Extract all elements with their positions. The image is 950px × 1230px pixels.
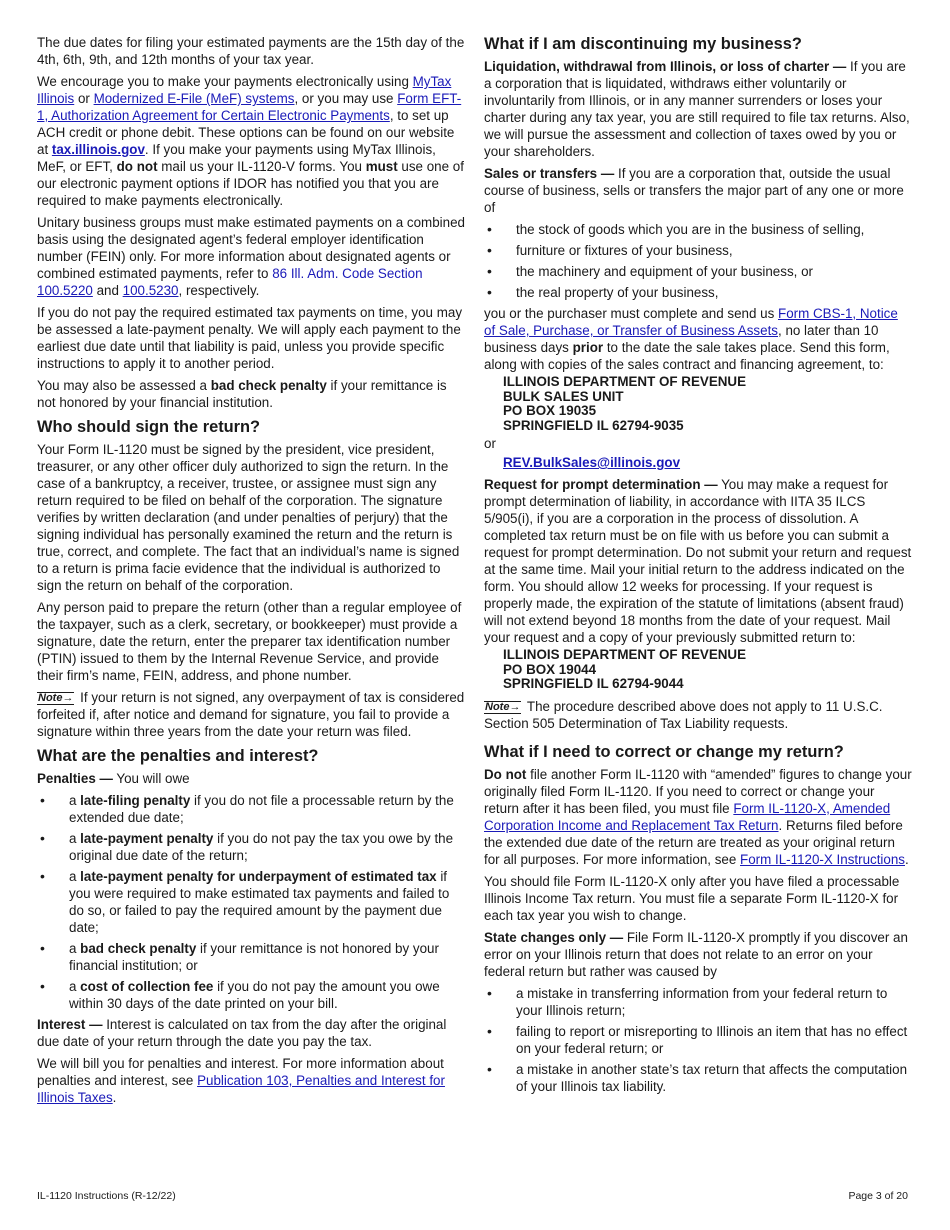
text: use one of our electronic payment options if IDOR has notified you that you are required to make payments electronically.	[37, 159, 464, 208]
mef-systems-link[interactable]: Modernized E-File (MeF) systems	[93, 91, 295, 106]
footer-form-id: IL-1120 Instructions (R-12/22)	[37, 1190, 176, 1202]
list-item: • the stock of goods which you are in the business of selling,	[484, 221, 912, 238]
emphasis: State changes only —	[484, 929, 624, 945]
text: , or you may use	[294, 91, 398, 106]
emphasis: Interest —	[37, 1017, 103, 1032]
who-should-sign-heading: Who should sign the return?	[37, 418, 261, 436]
text: if your remittance is not honored by your financial institution; or	[69, 941, 439, 973]
form-cbs1-link[interactable]: Form CBS-1, Notice of Sale, Purchase, or Transfer of Business Assets	[484, 306, 898, 338]
emphasis: cost of collection fee	[80, 979, 214, 994]
mytax-illinois-link[interactable]: MyTax Illinois	[37, 74, 452, 106]
text: If your return is not signed, any overpayment of tax is considered forfeited if, after notice and demand for signature, you fail to provide a signature within three years from the date your return was filed.	[37, 690, 465, 739]
text: .	[905, 851, 909, 867]
sales-list	[484, 221, 912, 301]
emphasis: Do not	[484, 766, 527, 782]
text: file another Form IL-1120 with “amended” figures to change your originally filed Form IL-1120. If you need to correct or change your return after it has been filed, you must file	[484, 766, 912, 816]
text: mail us your IL-1120-V forms. You	[157, 159, 366, 174]
penalties-list	[37, 792, 467, 1012]
emphasis: Request for prompt determination —	[484, 477, 718, 492]
bulk-sales-email-link[interactable]: REV.BulkSales@illinois.gov	[503, 455, 681, 470]
or-text: or	[484, 436, 496, 451]
emphasis: Penalties —	[37, 771, 113, 786]
email-line	[503, 454, 912, 471]
emphasis: late-filing penalty	[80, 793, 191, 808]
text: a	[69, 979, 81, 994]
emphasis: late-payment penalty	[80, 831, 214, 846]
list-item	[37, 868, 467, 936]
electronic-payment-paragraph	[37, 73, 467, 209]
late-payment-paragraph: If you do not pay the required estimated tax payments on time, you may be assessed a late-payment penalty. We will apply each payment to the earliest due date until that liability is paid, unless you provide specific instructions to apply it to another period.	[37, 305, 463, 371]
address-line: PO BOX 19044	[503, 661, 597, 677]
discontinuing-heading: What if I am discontinuing my business?	[484, 35, 802, 53]
unsigned-note-paragraph	[37, 689, 467, 740]
text: Interest is calculated on tax from the day after the original due date of your return through the date you pay the tax.	[37, 1017, 447, 1049]
list-item	[37, 940, 467, 974]
text: If you are a corporation that is liquidated, withdraws either voluntarily or involuntarily from Illinois, or in any manner surrenders or loses your charter during any tax year, you are still required to file tax returns. Also, we will pursue the assessment and collection of taxes owed by you or your shareholders.	[484, 59, 910, 159]
prompt-determination-paragraph	[484, 476, 912, 646]
text: if your remittance is not honored by your financial institution.	[37, 378, 447, 410]
address-line: ILLINOIS DEPARTMENT OF REVENUE	[503, 647, 747, 662]
text: File Form IL-1120-X promptly if you discover an error on your Illinois return that does not relate to an error on your federal return but rather was caused by	[484, 929, 908, 979]
sales-paragraph	[484, 165, 912, 216]
text: a	[69, 793, 81, 808]
preparer-paragraph: Any person paid to prepare the return (other than a regular employee of the taxpayer, such as a clerk, secretary, or bookkeeper) must provide a signature, date the return, enter the preparer tax identification number (PTIN) issued to them by the Internal Revenue Service, and provide their firm’s name, FEIN, address, and phone number.	[37, 600, 462, 683]
text: to the date the sale takes place. Send this form, along with copies of the sales contract and financing agreement, to:	[484, 340, 890, 372]
right-column	[484, 34, 912, 1099]
text: a	[69, 869, 81, 884]
form-eft1-link[interactable]: Form EFT-1, Authorization Agreement for Certain Electronic Payments	[37, 91, 462, 123]
text: , no later than 10 business days	[484, 323, 879, 355]
text: , to set up ACH credit or phone debit. These options can be found on our website at	[37, 108, 455, 157]
procedure-note-paragraph	[484, 698, 912, 732]
note-label: Note	[485, 700, 510, 713]
text: . Returns filed before the extended due date of the return are treated as your original return for all purposes. For more information, see	[484, 817, 903, 867]
signature-paragraph: Your Form IL-1120 must be signed by the president, vice president, treasurer, or any other officer duly authorized to sign the return. In the case of a bankruptcy, a receiver, trustee, or assignee must sign any return required to be filed on behalf of the corporation. The signature verifies by written declaration (and under penalties of perjury) that the signing individual has personally examined the return and the return is true, correct, and complete. The fact that an individual’s name is signed to a return is prima facie evidence that the individual is authorized to sign the return on behalf of the corporation.	[37, 442, 460, 593]
penalties-lead	[37, 770, 467, 787]
text: We encourage you to make your payments electronically using	[37, 74, 413, 89]
text: if you were required to make estimated tax payments and failed to do so, or failed to pay the required amount by the payment due date;	[69, 869, 450, 935]
note-icon	[37, 692, 74, 705]
note-label: Note	[38, 692, 63, 704]
il1120x-instructions-link[interactable]: Form IL-1120-X Instructions	[740, 851, 905, 867]
adm-code-link[interactable]: 86 Ill. Adm. Code Section	[272, 266, 423, 281]
text: You may also be assessed a	[37, 378, 211, 393]
list-item	[37, 830, 467, 864]
address-line: PO BOX 19035	[503, 403, 597, 418]
text: if you do not pay the amount you owe within 30 days of the date printed on your bill.	[69, 979, 440, 1011]
text: . If you make your payments using MyTax Illinois, MeF, or EFT,	[37, 142, 436, 174]
address-line: ILLINOIS DEPARTMENT OF REVENUE	[503, 374, 747, 389]
form-il1120x-link[interactable]: Form IL-1120-X, Amended Corporation Income and Replacement Tax Return	[484, 800, 891, 833]
unitary-paragraph	[37, 214, 467, 299]
billing-paragraph	[37, 1055, 467, 1106]
section-5220-link[interactable]: 100.5220	[37, 283, 93, 298]
emphasis: bad check penalty	[210, 378, 327, 393]
address-line: BULK SALES UNIT	[503, 388, 624, 404]
emphasis: prior	[572, 340, 604, 355]
text: .	[112, 1090, 117, 1105]
text: We will bill you for penalties and interest. For more information about penalties and interest, see	[37, 1056, 444, 1088]
list-item	[37, 792, 467, 826]
text: a	[69, 941, 81, 956]
list-item: • a mistake in transferring information from your federal return to your Illinois return;	[484, 985, 912, 1019]
address-line: SPRINGFIELD IL 62794-9035	[503, 417, 684, 433]
list-item: • the machinery and equipment of your business, or	[484, 263, 912, 280]
due-dates-paragraph: The due dates for filing your estimated payments are the 15th day of the 4th, 6th, 9th, and 12th months of your tax year.	[37, 35, 465, 67]
cbs-paragraph	[484, 305, 912, 373]
bad-check-paragraph	[37, 377, 467, 411]
list-item: • furniture or fixtures of your business,	[484, 242, 912, 259]
text: if you do not pay the tax you owe by the original due date of the return;	[69, 831, 454, 863]
penalties-heading: What are the penalties and interest?	[37, 747, 319, 765]
emphasis: Sales or transfers —	[484, 166, 615, 181]
do-not-amend-paragraph	[484, 766, 912, 868]
bulk-sales-address	[503, 375, 912, 433]
text: if you do not file a processable return by the extended due date;	[69, 793, 454, 825]
state-changes-list	[484, 985, 912, 1095]
text: you or the purchaser must complete and send us	[484, 306, 779, 321]
text: or	[74, 91, 94, 106]
text: and	[92, 283, 123, 298]
arrow-icon: →	[62, 692, 74, 704]
text: Unitary business groups must make estimated payments on a combined basis using the designated agent’s federal employer identification number (FEIN) only. For more information about designated agents or combined estimated payments, refer to	[37, 215, 465, 281]
text: You will owe	[112, 771, 190, 786]
prompt-address	[503, 648, 912, 692]
text: , respectively.	[178, 283, 260, 298]
emphasis: Liquidation, withdrawal from Illinois, or loss of charter —	[484, 59, 847, 74]
publication-103-link[interactable]: Publication 103, Penalties and Interest for Illinois Taxes	[37, 1073, 445, 1105]
list-item: • failing to report or misreporting to Illinois an item that has no effect on your federal return; or	[484, 1023, 912, 1057]
left-column	[37, 34, 467, 1111]
file-x-paragraph: You should file Form IL-1120-X only after you have filed a processable Illinois Income Tax return. You must file a separate Form IL-1120-X for each tax year you wish to change.	[484, 873, 900, 923]
correct-return-heading: What if I need to correct or change my return?	[484, 742, 844, 761]
emphasis: must	[365, 159, 398, 174]
text: You may make a request for prompt determination of liability, in accordance with IITA 35 ILCS 5/905(i), if you are a corporation in the process of dissolution. A completed tax return must be on file with us before you can submit a request for prompt determination. Do not submit your return and request at the same time. Mail your initial return to the address indicated on the form. You should allow 12 weeks for processing. If your request is properly made, the expiration of the statute of limitations (absent fraud) will not extend beyond 18 months from the date of your request. Mail your request and a copy of your previously submitted return to:	[484, 477, 912, 645]
list-item: • the real property of your business,	[484, 284, 912, 301]
note-icon	[484, 701, 521, 714]
emphasis: bad check penalty	[80, 941, 197, 956]
website-link[interactable]: tax.illinois.gov	[51, 142, 145, 157]
text: The procedure described above does not apply to 11 U.S.C. Section 505 Determination of Tax Liability requests.	[484, 698, 883, 731]
address-line: SPRINGFIELD IL 62794-9044	[503, 676, 684, 691]
list-item	[37, 978, 467, 1012]
liquidation-paragraph	[484, 58, 912, 160]
footer-page-number: Page 3 of 20	[848, 1190, 908, 1202]
interest-paragraph	[37, 1016, 467, 1050]
emphasis: do not	[116, 159, 158, 174]
text: If you are a corporation that, outside the usual course of business, sells or transfers the major part of any one or more of	[484, 166, 904, 215]
section-5230-link[interactable]: 100.5230	[122, 283, 179, 298]
list-item: • a mistake in another state’s tax return that affects the computation of your Illinois tax liability.	[484, 1061, 912, 1095]
emphasis: late-payment penalty for underpayment of estimated tax	[80, 869, 437, 884]
text: a	[69, 831, 81, 846]
state-changes-paragraph	[484, 929, 912, 980]
arrow-icon: →	[509, 700, 521, 713]
